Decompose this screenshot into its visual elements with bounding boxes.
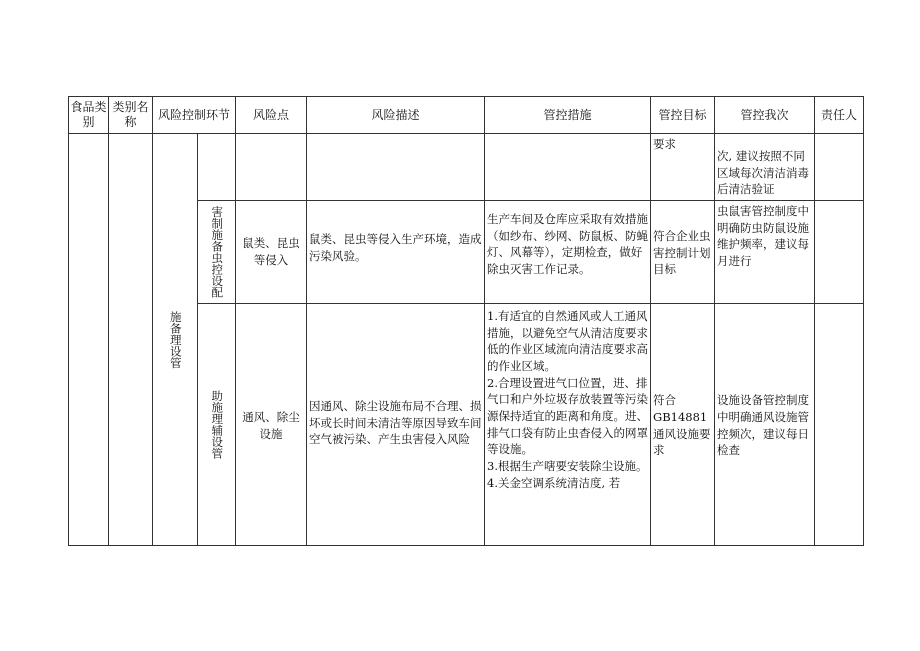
- facility-group-label: 施备理设管: [168, 310, 183, 369]
- control-target-cell: [651, 134, 715, 201]
- vent-measure-2: 2.合理设置进气口位置，进、排气口和户外垃圾存放装置等污染源保持适宜的距离和角度。进、排气口袋有防止虫杳侵入的网罩等设施。: [487, 375, 649, 457]
- pest-description-cell: [307, 201, 485, 304]
- risk-point-cell: [236, 134, 307, 201]
- continued-target: 要求: [653, 137, 677, 151]
- pest-sub-stage-label: 害制施备虫控设配: [210, 206, 225, 298]
- header-responsible: 责任人: [815, 97, 864, 134]
- vent-frequency-cell: [715, 304, 815, 546]
- category-name-cell: [109, 134, 153, 546]
- pest-frequency: 虫鼠害管控制度中明确防虫防鼠设施维护频率，建议每月进行: [717, 204, 810, 269]
- vent-risk-point-cell: [236, 304, 307, 546]
- control-measures-cell: [485, 134, 651, 201]
- vent-description: 因通风、除尘设施布局不合理、损坏或长时间未清洁等原因导致车间空气被污染、产生虫害侵入风险: [309, 399, 482, 447]
- facility-group-cell: [153, 134, 198, 546]
- vent-risk-point: 通风、除尘设施: [242, 409, 300, 441]
- risk-control-table: [68, 96, 864, 546]
- risk-description-cell: [307, 134, 485, 201]
- food-category-cell: [69, 134, 109, 546]
- header-risk-point: 风险点: [236, 97, 307, 134]
- vent-measure-4: 4.关金空调系统清洁度, 若: [487, 475, 621, 490]
- vent-measure-3: 3.根据生产嗐要安装除尘设施。: [487, 459, 648, 474]
- control-frequency-cell: [715, 134, 815, 201]
- header-control-target: 管控目标: [651, 97, 715, 134]
- vent-description-cell: [307, 304, 485, 546]
- responsible-cell: [815, 134, 864, 201]
- vent-sub-stage-label: 助施理辅设管: [210, 390, 225, 459]
- vent-target: 符合GB14881通风设施要求: [653, 393, 711, 458]
- continued-frequency: 次, 建议按照不同区域每次清洁消毒后清洁验证: [717, 149, 810, 197]
- vent-frequency: 设施设备管控制度中明确通风设施管控频次，建议每日检查: [717, 393, 810, 458]
- pest-sub-stage-cell: [198, 201, 236, 304]
- header-category-name: 类别名称: [109, 97, 153, 134]
- vent-sub-stage-cell: [198, 304, 236, 546]
- vent-responsible-cell: [815, 304, 864, 546]
- header-control-frequency: 管控我次: [715, 97, 815, 134]
- pest-measures-cell: [485, 201, 651, 304]
- header-risk-description: 风险描述: [307, 97, 485, 134]
- sub-stage-cell: [198, 134, 236, 201]
- vent-measure-1: 1.有适宜的自然通风或人工通风措施，以避免空气从清洁度要求低的作业区域流向清洁度要求高的作业区域。: [487, 309, 649, 374]
- pest-frequency-cell: [715, 201, 815, 304]
- pest-measures: 生产车间及仓库应采取有效措施（如纱布、纱网、防鼠板、防蝇灯、风幕等），定期检查，做好除虫灭害工作记录。: [487, 212, 649, 277]
- table-header-row: [69, 97, 864, 134]
- table-row: [69, 134, 864, 201]
- pest-description: 鼠类、昆虫等侵入生产环境，造成污染风验。: [309, 232, 482, 263]
- pest-target-cell: [651, 201, 715, 304]
- header-control-measures: 管控措施: [485, 97, 651, 134]
- vent-measures-cell: [485, 304, 651, 546]
- vent-target-cell: [651, 304, 715, 546]
- pest-responsible-cell: [815, 201, 864, 304]
- header-risk-stage: 风险控制环节: [153, 97, 236, 134]
- pest-risk-point: 鼠类、昆虫等侵入: [242, 236, 300, 267]
- pest-target: 符合企业虫害控制计划目标: [653, 228, 711, 277]
- header-food-category: 食品类别: [69, 97, 109, 134]
- pest-risk-point-cell: [236, 201, 307, 304]
